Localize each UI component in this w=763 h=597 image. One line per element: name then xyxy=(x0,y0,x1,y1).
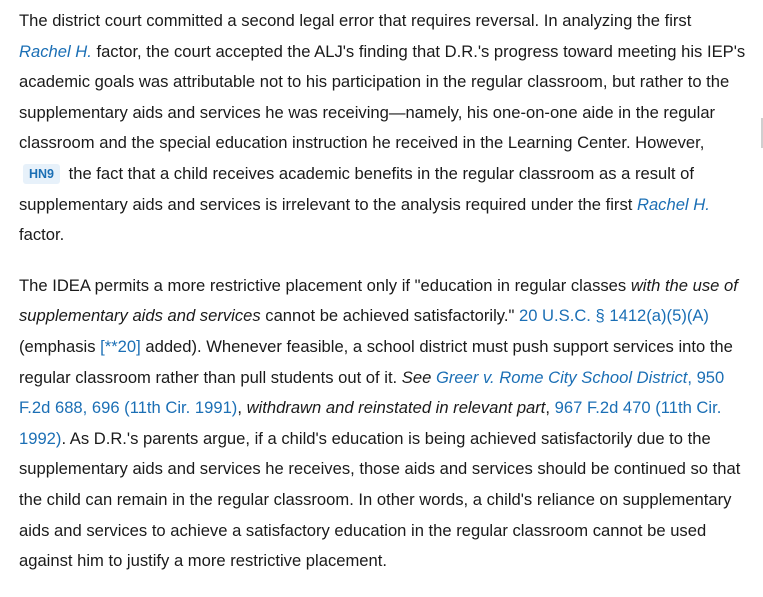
citation-link[interactable]: 967 F.2d 470 (11th Cir. 1992) xyxy=(19,398,722,448)
citation-link[interactable]: 20 U.S.C. § 1412(a)(5)(A) xyxy=(518,306,709,326)
body-text: . As D.R.'s parents argue, if a child's education is being achieved satisfactorily due to the supplementary aids and services he receives, those aids and services should be continued so that the child can remain in the regular classroom. In other words, a child's reliance on supplementary aids and services to achieve a satisfactory education in the regular classroom cannot be used against him to justify a more restrictive placement. xyxy=(19,428,741,571)
body-text: The IDEA permits a more restrictive placement only if "education in regular classes xyxy=(19,275,631,295)
body-text: the fact that a child receives academic benefits in the regular classroom as a result of supplementary aids and services is irrelevant to the analysis required under the first xyxy=(19,163,694,214)
body-text: added). Whenever feasible, a school district must push support services into the regular classroom rather than pull students out of it. xyxy=(19,336,733,387)
body-text: cannot be achieved satisfactorily." xyxy=(260,306,519,326)
citation-link[interactable]: Rachel H. xyxy=(19,41,92,61)
body-text: factor, the court accepted the ALJ's finding that D.R.'s progress toward meeting his IEP's academic goals was attributable not to his participation in the regular classroom, but rather to the supplementary aids and services he was receiving—namely, his one-on-one aide in the regular classroom and the special education instruction he received in the Learning Center. However, xyxy=(19,41,746,153)
body-text: factor. xyxy=(19,225,65,245)
opinion-body xyxy=(19,6,747,597)
emphasis-text: See xyxy=(401,367,432,387)
citation-link[interactable]: Greer v. Rome City School District xyxy=(435,367,688,387)
opinion-paragraph-1 xyxy=(19,6,747,251)
emphasis-text: with the use of supplementary aids and services xyxy=(19,275,738,326)
emphasis-text: withdrawn and reinstated in relevant part xyxy=(246,398,546,418)
citation-link[interactable]: , 950 F.2d 688, 696 (11th Cir. 1991) xyxy=(19,367,725,418)
body-text: , xyxy=(545,398,555,418)
citation-link[interactable]: [**20] xyxy=(100,336,141,356)
body-text: The district court committed a second legal error that requires reversal. In analyzing the first xyxy=(19,11,692,30)
body-text: , xyxy=(237,398,247,418)
opinion-paragraph-2 xyxy=(19,271,747,577)
citation-link[interactable]: Rachel H. xyxy=(636,194,710,214)
headnote-badge[interactable]: HN9 xyxy=(23,164,60,184)
body-text: (emphasis xyxy=(19,336,101,356)
